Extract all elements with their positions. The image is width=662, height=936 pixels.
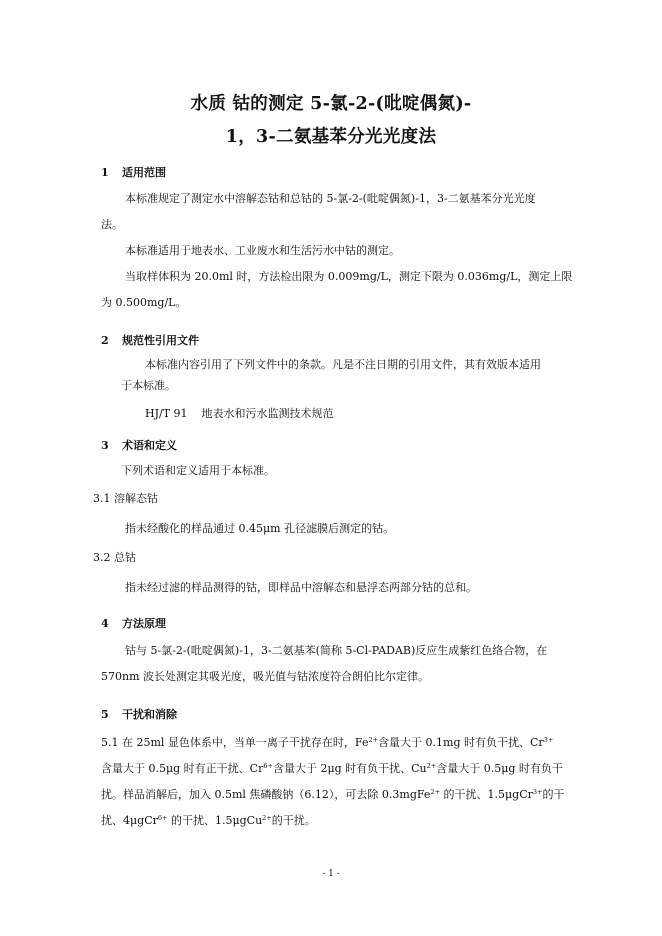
section-heading-5	[101, 706, 177, 722]
paragraph-scope-applicability: 本标准适用于地表水、工业废水和生活污水中钴的测定。	[125, 244, 400, 257]
text-run: 含量大于 0.5μg 时有负干	[436, 762, 563, 775]
paragraph-references-line-1: 本标准内容引用了下列文件中的条款。凡是不注日期的引用文件，其有效版本适用	[145, 358, 541, 371]
text-run: 的干扰。	[271, 814, 316, 827]
paragraph-interference-line-1	[101, 730, 553, 757]
term-label-dissolved-cobalt: 3.1 溶解态钴	[93, 492, 158, 505]
text-run: 的干扰、1.5μgCr	[440, 788, 533, 801]
document-title-line-2: 1，3-二氨基苯分光光度法	[225, 127, 437, 147]
section-heading-3	[101, 437, 177, 453]
superscript: 3+	[543, 736, 554, 744]
reference-code: HJ/T 91	[145, 407, 188, 420]
text-run: 的干	[542, 788, 565, 801]
section-heading-2	[101, 332, 199, 348]
superscript: 6+	[157, 814, 168, 822]
superscript: 2+	[262, 814, 272, 822]
paragraph-principle-line-2: 570nm 波长处测定其吸光度，吸光值与钴浓度符合朗伯比尔定律。	[101, 670, 430, 683]
text-run: 5.1 在 25ml 显色体系中，当单一离子干扰存在时，Fe	[101, 736, 369, 749]
section-heading-text: 适用范围	[122, 166, 166, 179]
paragraph-principle-line-1: 钴与 5-氯-2-(吡啶偶氮)-1，3-二氨基苯(简称 5-Cl-PADAB)反应生成紫红色络合物，在	[125, 644, 548, 657]
paragraph-interference-line-3	[101, 782, 564, 809]
section-heading-text: 方法原理	[122, 617, 166, 630]
section-number: 5	[101, 708, 109, 721]
superscript: 2+	[426, 762, 437, 770]
text-run: 含量大于 0.1mg 时有负干扰、Cr	[378, 736, 544, 749]
reference-entry	[145, 401, 334, 428]
section-heading-text: 规范性引用文件	[122, 334, 199, 347]
section-heading-1	[101, 164, 166, 180]
section-number: 3	[101, 439, 109, 452]
document-title-line-1: 水质 钴的测定 5-氯-2-(吡啶偶氮)-	[190, 94, 472, 114]
paragraph-scope-line-1: 本标准规定了测定水中溶解态钴和总钴的 5-氯-2-(吡啶偶氮)-1，3-二氨基苯分光光度	[125, 192, 536, 205]
text-run: 的干扰、1.5μgCu	[167, 814, 263, 827]
text-run: 含量大于 0.5μg 时有正干扰、Cr	[101, 762, 264, 775]
superscript: 6+	[263, 762, 273, 770]
term-label-total-cobalt: 3.2 总钴	[93, 551, 136, 564]
section-number: 2	[101, 334, 109, 347]
paragraph-references-line-2: 于本标准。	[121, 379, 176, 392]
paragraph-terms-intro: 下列术语和定义适用于本标准。	[121, 464, 275, 477]
section-number: 4	[101, 617, 109, 630]
superscript: 2+	[430, 788, 441, 796]
term-definition-dissolved-cobalt: 指未经酸化的样品通过 0.45μm 孔径滤膜后测定的钴。	[125, 522, 395, 535]
paragraph-detection-limit-line-1: 当取样体积为 20.0ml 时，方法检出限为 0.009mg/L，测定下限为 0.036mg/L，测定上限	[125, 270, 573, 283]
paragraph-detection-limit-line-2: 为 0.500mg/L。	[101, 296, 187, 309]
section-heading-text: 术语和定义	[122, 439, 177, 452]
section-heading-text: 干扰和消除	[122, 708, 177, 721]
text-run: 含量大于 2μg 时有负干扰、Cu	[272, 762, 427, 775]
reference-title: 地表水和污水监测技术规范	[201, 407, 334, 420]
superscript: 3+	[532, 788, 543, 796]
paragraph-interference-line-4	[101, 808, 316, 835]
paragraph-scope-line-2: 法。	[101, 218, 123, 231]
section-heading-4	[101, 615, 166, 631]
superscript: 2+	[368, 736, 379, 744]
paragraph-interference-line-2	[101, 756, 563, 783]
section-number: 1	[101, 166, 109, 179]
text-run: 扰。样品消解后，加入 0.5ml 焦磷酸钠（6.12），可去除 0.3mgFe	[101, 788, 431, 801]
page-number: - 1 -	[322, 869, 340, 879]
text-run: 扰、4μgCr	[101, 814, 158, 827]
term-definition-total-cobalt: 指未经过滤的样品测得的钴，即样品中溶解态和悬浮态两部分钴的总和。	[125, 581, 477, 594]
